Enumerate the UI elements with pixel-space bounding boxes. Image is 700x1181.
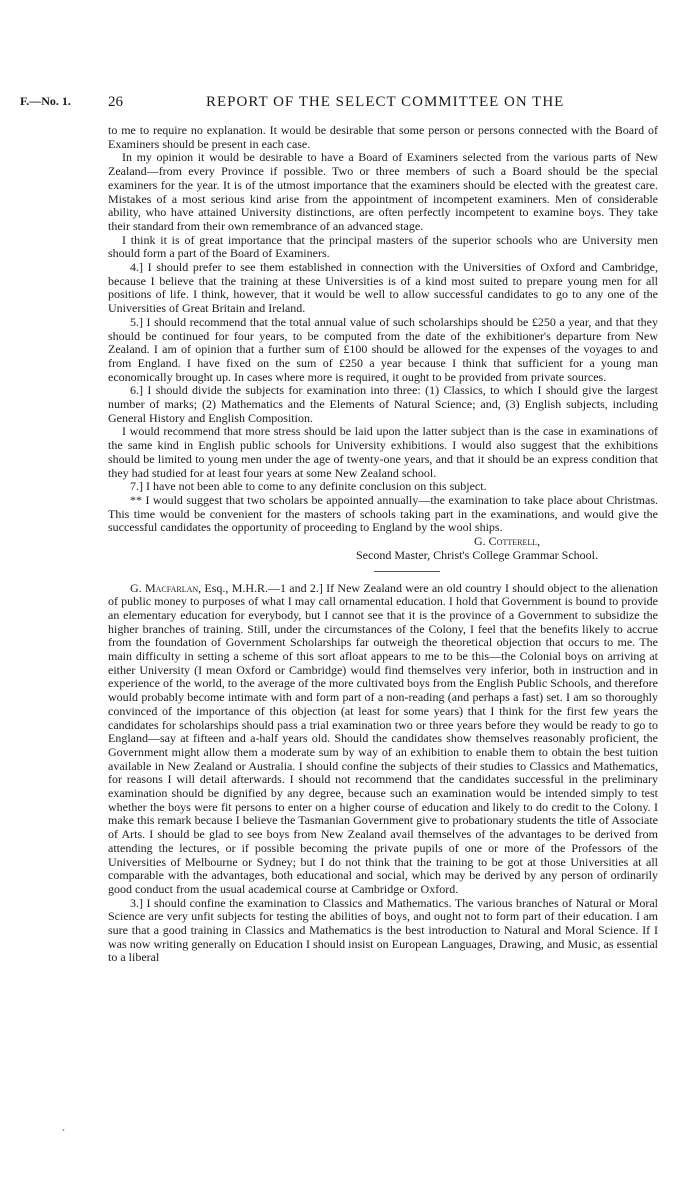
testimony-paragraph — [108, 582, 658, 897]
running-title: REPORT OF THE SELECT COMMITTEE ON THE — [206, 94, 565, 110]
paper-reference: F.—No. 1. — [20, 94, 71, 108]
paragraph: 5.] I should recommend that the total annual value of such scholarships should be £250 a year, and that they should be continued for four years, to be computed from the date of the exhibitioner's departure from New Zealand. I am of opinion that a further sum of £100 should be allowed for the expenses of the voyages to and from England. I have fixed on the sum of £250 a year because I think that sufficient for a young man economically brought up. In cases where more is required, it ought to be provided from private sources. — [108, 314, 658, 384]
section-divider — [374, 571, 440, 572]
page-header — [20, 94, 670, 114]
paragraph: 7.] I have not been able to come to any definite conclusion on this subject. — [130, 479, 487, 494]
paragraph: I would recommend that more stress should be laid upon the latter subject than is the case in examinations of the same kind in English public schools for University exhibitions. I would also suggest that the exhibitions should be limited to young men under the age of twenty-one years, and that it should be an express condition that they had studied for at least four years at some New Zealand school. — [108, 424, 658, 480]
paragraph: 4.] I should prefer to see them established in connection with the Universities of Oxford and Cambridge, because I believe that the training at these Universities is of a kind most suited to prepare young men for all positions of life. I think, however, that it would be well to allow successful candidates to go to any one of the Universities of Great Britain and Ireland. — [108, 260, 658, 316]
paragraph: 6.] I should divide the subjects for examination into three: (1) Classics, to which I should give the largest number of marks; (2) Mathematics and the Elements of Natural Science; and, (3) English subjects, including General History and English Composition. — [108, 383, 658, 425]
page-number: 26 — [108, 94, 123, 110]
paragraph: ** I would suggest that two scholars be appointed annually—the examination to take place about Christmas. This time would be convenient for the masters of schools taking part in the examinations, and would give the successful candidates the opportunity of proceeding to England by the wool ships. — [108, 492, 658, 535]
document-body — [108, 124, 658, 965]
paragraph: In my opinion it would be desirable to have a Board of Examiners selected from the various parts of New Zealand—from every Province if possible. Two or three members of such a Board should be the special examiners for the year. It is of the utmost importance that the examiners should be elected with the greatest care. Mistakes of a most serious kind arise from the appointment of incompetent examiners. Men of considerable ability, who have attained University distinctions, are often perfectly incompetent to examine boys. They take their standard from their own remembrance of an advanced stage. — [108, 150, 658, 233]
paragraph: to me to require no explanation. It would be desirable that some person or persons connected with the Board of Examiners should be present in each case. — [108, 123, 658, 151]
paragraph: I think it is of great importance that the principal masters of the superior schools who are University men should form a part of the Board of Examiners. — [108, 232, 658, 261]
paragraph: 3.] I should confine the examination to Classics and Mathematics. The various branches of Natural or Moral Science are very unfit subjects for testing the abilities of boys, and ought not to form part of their education. I am sure that a good training in Classics and Mathematics is the best introduction to Natural and Moral Science. If I was now writing generally on Education I should insist on European Languages, Drawing, and Music, as essential to a liberal — [108, 895, 658, 965]
signature-name — [108, 535, 658, 549]
signature-name-text: G. Cotterell, — [474, 534, 541, 549]
signature-position: Second Master, Christ's College Grammar School. — [356, 547, 598, 562]
scan-speck: • — [62, 1126, 65, 1135]
testimony-text: , Esq., M.H.R.—1 and 2.] If New Zealand were an old country I should object to the alienation of public money to purposes of what I may call ornamental education. I hold that Government is bound to provide an elementary education for everybody, but I cannot see that it is the province of a Government to subsidize the higher branches of training. Still, under the circumstances of the Colony, I feel that the benefits likely to accrue from the foundation of Government Scholarships far outweigh the theoretical objection that occurs to me. The main difficulty in setting a scheme of this sort afloat appears to me to be this—the Colonial boys on arriving at either University (I mean Oxford or Cambridge) would find themselves very inferior, both in instruction and in experience of the world, to the average of the more cultivated boys from the English Public Schools, and therefore would probably become intimate with and form part of a non-reading (and perhaps a fast) set. I am so thoroughly convinced of the importance of this objection (at least for some years) that I think for the first few years the candidates for scholarships should pass a trial examination two or three years before they would be ready to go to England—say at fifteen and a-half years old. Should the candidates show themselves reasonably proficient, the Government might allow them a moderate sum by way of an exhibition to enable them to obtain the best tuition available in New Zealand or Australia. I should confine the subjects of their studies to Classics and Mathematics, for reasons I will detail afterwards. I should not recommend that the candidates successful in the preliminary examination should be dignified by any degree, because such an examination would be intended simply to test whether the boys were fit persons to enter on a higher course of education and likely to do credit to the Colony. I make this remark because I believe the Tasmanian Government give to probationary students the title of Associate of Arts. I should be glad to see boys from New Zealand avail themselves of the advantages to be derived from attending the lectures, or if possible becoming the private pupils of one or more of the Professors of the Universities of Melbourne or Sydney; but I do not think that the training to be got at those Universities at all comparable with the advantages, both educational and social, which may be derived by any person of ordinarily good conduct from the usual academical course at Cambridge or Oxford. — [108, 580, 659, 896]
speaker-name: G. Macfarlan — [130, 580, 199, 595]
